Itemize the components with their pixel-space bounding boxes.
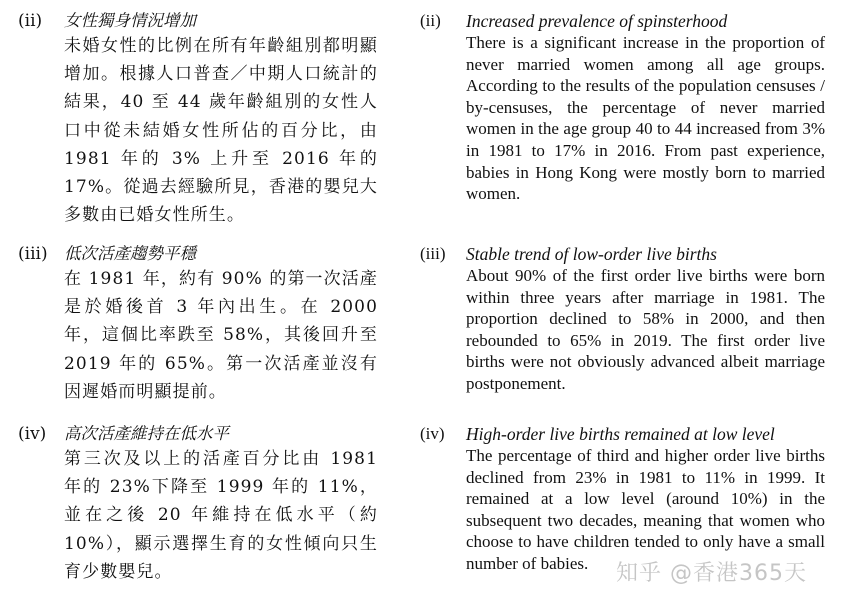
zh-item-number: (iii)	[18, 244, 48, 264]
watermark: 知乎 @香港365天	[616, 561, 807, 586]
zh-item-body: 在 1981 年，約有 90% 的第一次活產是於婚後首 3 年內出生。在 2000 年，這個比率跌至 58%，其後回升至 2019 年的 65%。第一次活產並沒有因遲婚而明顯提前。	[64, 269, 378, 402]
en-item-body: About 90% of the first order live births were born within three years after marriage in 1981. The proportion declined to 58% in 2000, and then rebounded to 65% in 2019. The first order live births were not obviously advanced albeit marriage postponement.	[466, 266, 825, 393]
zh-item-heading: 高次活產維持在低水平	[64, 424, 229, 443]
en-item-body: There is a significant increase in the proportion of never married women among all age groups. According to the results of the population censuses / by-censuses, the percentage of never married women in the age group 40 to 44 increased from 3% in 1981 to 17% in 2016. From past experience, babies in Hong Kong were mostly born to married women.	[466, 33, 825, 204]
zh-item-number: (iv)	[18, 424, 47, 444]
en-item-heading: High-order live births remained at low level	[466, 424, 775, 444]
zh-item-heading: 低次活產趨勢平穩	[64, 244, 196, 263]
en-item-heading: Increased prevalence of spinsterhood	[466, 11, 728, 31]
zh-item-body: 第三次及以上的活產百分比由 1981 年的 23%下降至 1999 年的 11%，並在之後 20 年維持在低水平（約 10%），顯示選擇生育的女性傾向只生育少數嬰兒。	[64, 449, 378, 582]
zh-item-body: 未婚女性的比例在所有年齡組別都明顯增加。根據人口普查／中期人口統計的結果，40 至 44 歲年齡組別的女性人口中從未結婚女性所佔的百分比，由 1981 年的 3% 上升至 2016 年的 17%。從過去經驗所見，香港的嬰兒大多數由已婚女性所生。	[64, 36, 378, 226]
en-item-number: (ii)	[420, 11, 441, 30]
en-item-heading: Stable trend of low-order live births	[466, 244, 717, 264]
zh-item-heading: 女性獨身情況增加	[64, 11, 196, 30]
en-item-number: (iv)	[420, 424, 445, 443]
en-item-number: (iii)	[420, 244, 446, 263]
en-item-body: The percentage of third and higher order live births declined from 23% in 1981 to 11% in 1999. It remained at a low level (around 10%) in the subsequent two decades, meaning that women who choose to have children tended to only have a small number of babies.	[466, 446, 825, 573]
zh-item-number: (ii)	[18, 11, 43, 31]
